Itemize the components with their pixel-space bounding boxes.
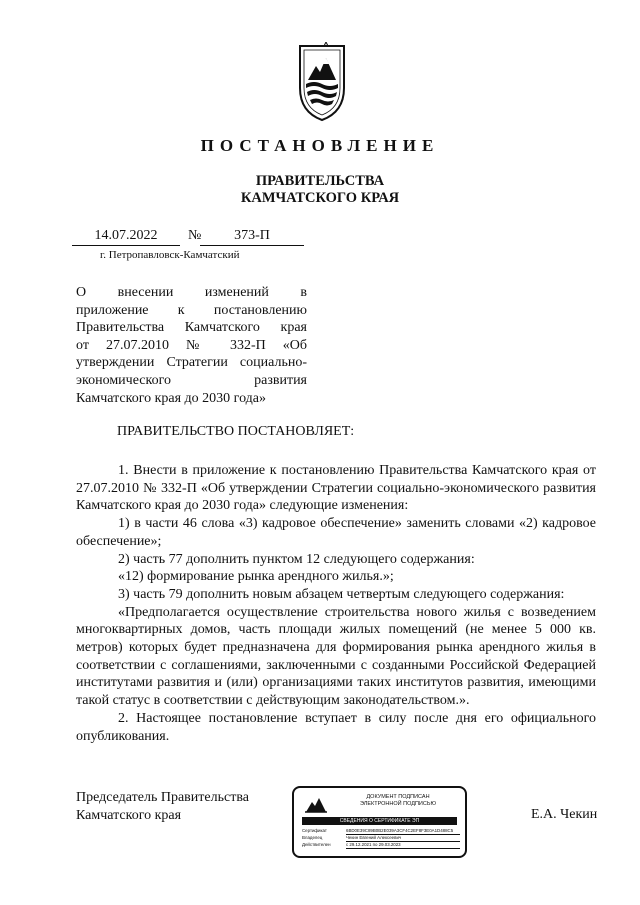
- subject-line: О внесении изменений в: [76, 285, 307, 300]
- stamp-emblem-icon: [304, 794, 328, 814]
- authority-line-1: ПРАВИТЕЛЬСТВА: [255, 173, 385, 189]
- document-subject: [76, 284, 307, 407]
- stamp-row-key: Владелец: [302, 835, 323, 840]
- signatory-position: [76, 789, 249, 824]
- document-number: 373-П: [200, 228, 304, 246]
- authority-line-2: КАМЧАТСКОГО КРАЯ: [240, 190, 400, 206]
- stamp-heading-line-1: ДОКУМЕНТ ПОДПИСАН: [366, 794, 430, 800]
- document-date: 14.07.2022: [72, 228, 180, 246]
- stamp-row: [302, 828, 460, 835]
- subject-line: Правительства Камчатского края: [76, 320, 307, 336]
- stamp-heading-line-2: ЭЛЕКТРОННОЙ ПОДПИСЬЮ: [359, 800, 437, 807]
- body-paragraph: 3) часть 79 дополнить новым абзацем четвертым следующего содержания:: [118, 586, 565, 602]
- stamp-row: [302, 842, 460, 849]
- signatory-name: Е.А. Чекин: [531, 807, 598, 822]
- number-sign: №: [188, 228, 202, 243]
- stamp-row-value: 6BD0E39C89B0B2E039A3CF4C2EF8F3E0A1D488C5: [346, 828, 460, 835]
- stamp-row-key: Действителен: [302, 842, 331, 847]
- subject-line: экономического развития: [76, 372, 307, 388]
- position-line-2: Камчатского края: [76, 807, 182, 823]
- body-paragraph: «Предполагается осуществление строительства нового жилья с возведением многоквартирных домов, часть площади жилых помещений (не менее 5 000 кв. метров) которых будет предназначена для формирования рынка арендного жилья в соответствии с соглашениями, заключенными с созданными Российской Федерацией институтами развития и (или) организациями таких институтов развития, имеющими такой статус в соответствии с действующим законодательством.».: [76, 604, 596, 709]
- body-paragraph: 2. Настоящее постановление вступает в силу после дня его официального опубликования.: [76, 710, 596, 744]
- issuing-authority: [0, 173, 640, 207]
- electronic-signature-stamp: [292, 786, 467, 858]
- subject-line: от 27.07.2010 № 332-П «Об: [76, 337, 307, 353]
- stamp-row-value: с 29.12.2021 по 29.03.2023: [346, 842, 460, 849]
- document-body: [76, 462, 596, 745]
- body-paragraph: 1) в части 46 слова «3) кадровое обеспечение» заменить словами «2) кадровое обеспечение»;: [76, 516, 596, 549]
- stamp-row-key: Сертификат: [302, 828, 327, 833]
- resolves-heading: ПРАВИТЕЛЬСТВО ПОСТАНОВЛЯЕТ:: [117, 424, 355, 439]
- subject-line: Камчатского края до 2030 года»: [76, 390, 267, 406]
- stamp-row-value: Чекин Евгений Алексеевич: [346, 835, 460, 842]
- stamp-row: [302, 835, 460, 842]
- stamp-details: [302, 828, 460, 849]
- stamp-certificate-bar: СВЕДЕНИЯ О СЕРТИФИКАТЕ ЭП: [302, 817, 457, 825]
- body-paragraph: 1. Внести в приложение к постановлению Правительства Камчатского края от 27.07.2010 № 332-П «Об утверждении Стратегии социально-экономического развития Камчатского края до 2030 года» следующие изменения:: [76, 463, 596, 514]
- kamchatka-emblem-icon: [296, 42, 348, 122]
- subject-line: приложение к постановлению: [76, 302, 307, 318]
- stamp-heading: [334, 794, 462, 807]
- document-type: ПОСТАНОВЛЕНИЕ: [200, 136, 440, 155]
- position-line-1: Председатель Правительства: [76, 790, 249, 805]
- body-paragraph: «12) формирование рынка арендного жилья.»;: [118, 569, 394, 585]
- subject-line: утверждении Стратегии социально-: [76, 355, 307, 371]
- city: г. Петропавловск-Камчатский: [100, 249, 240, 261]
- body-paragraph: 2) часть 77 дополнить пунктом 12 следующего содержания:: [118, 551, 475, 567]
